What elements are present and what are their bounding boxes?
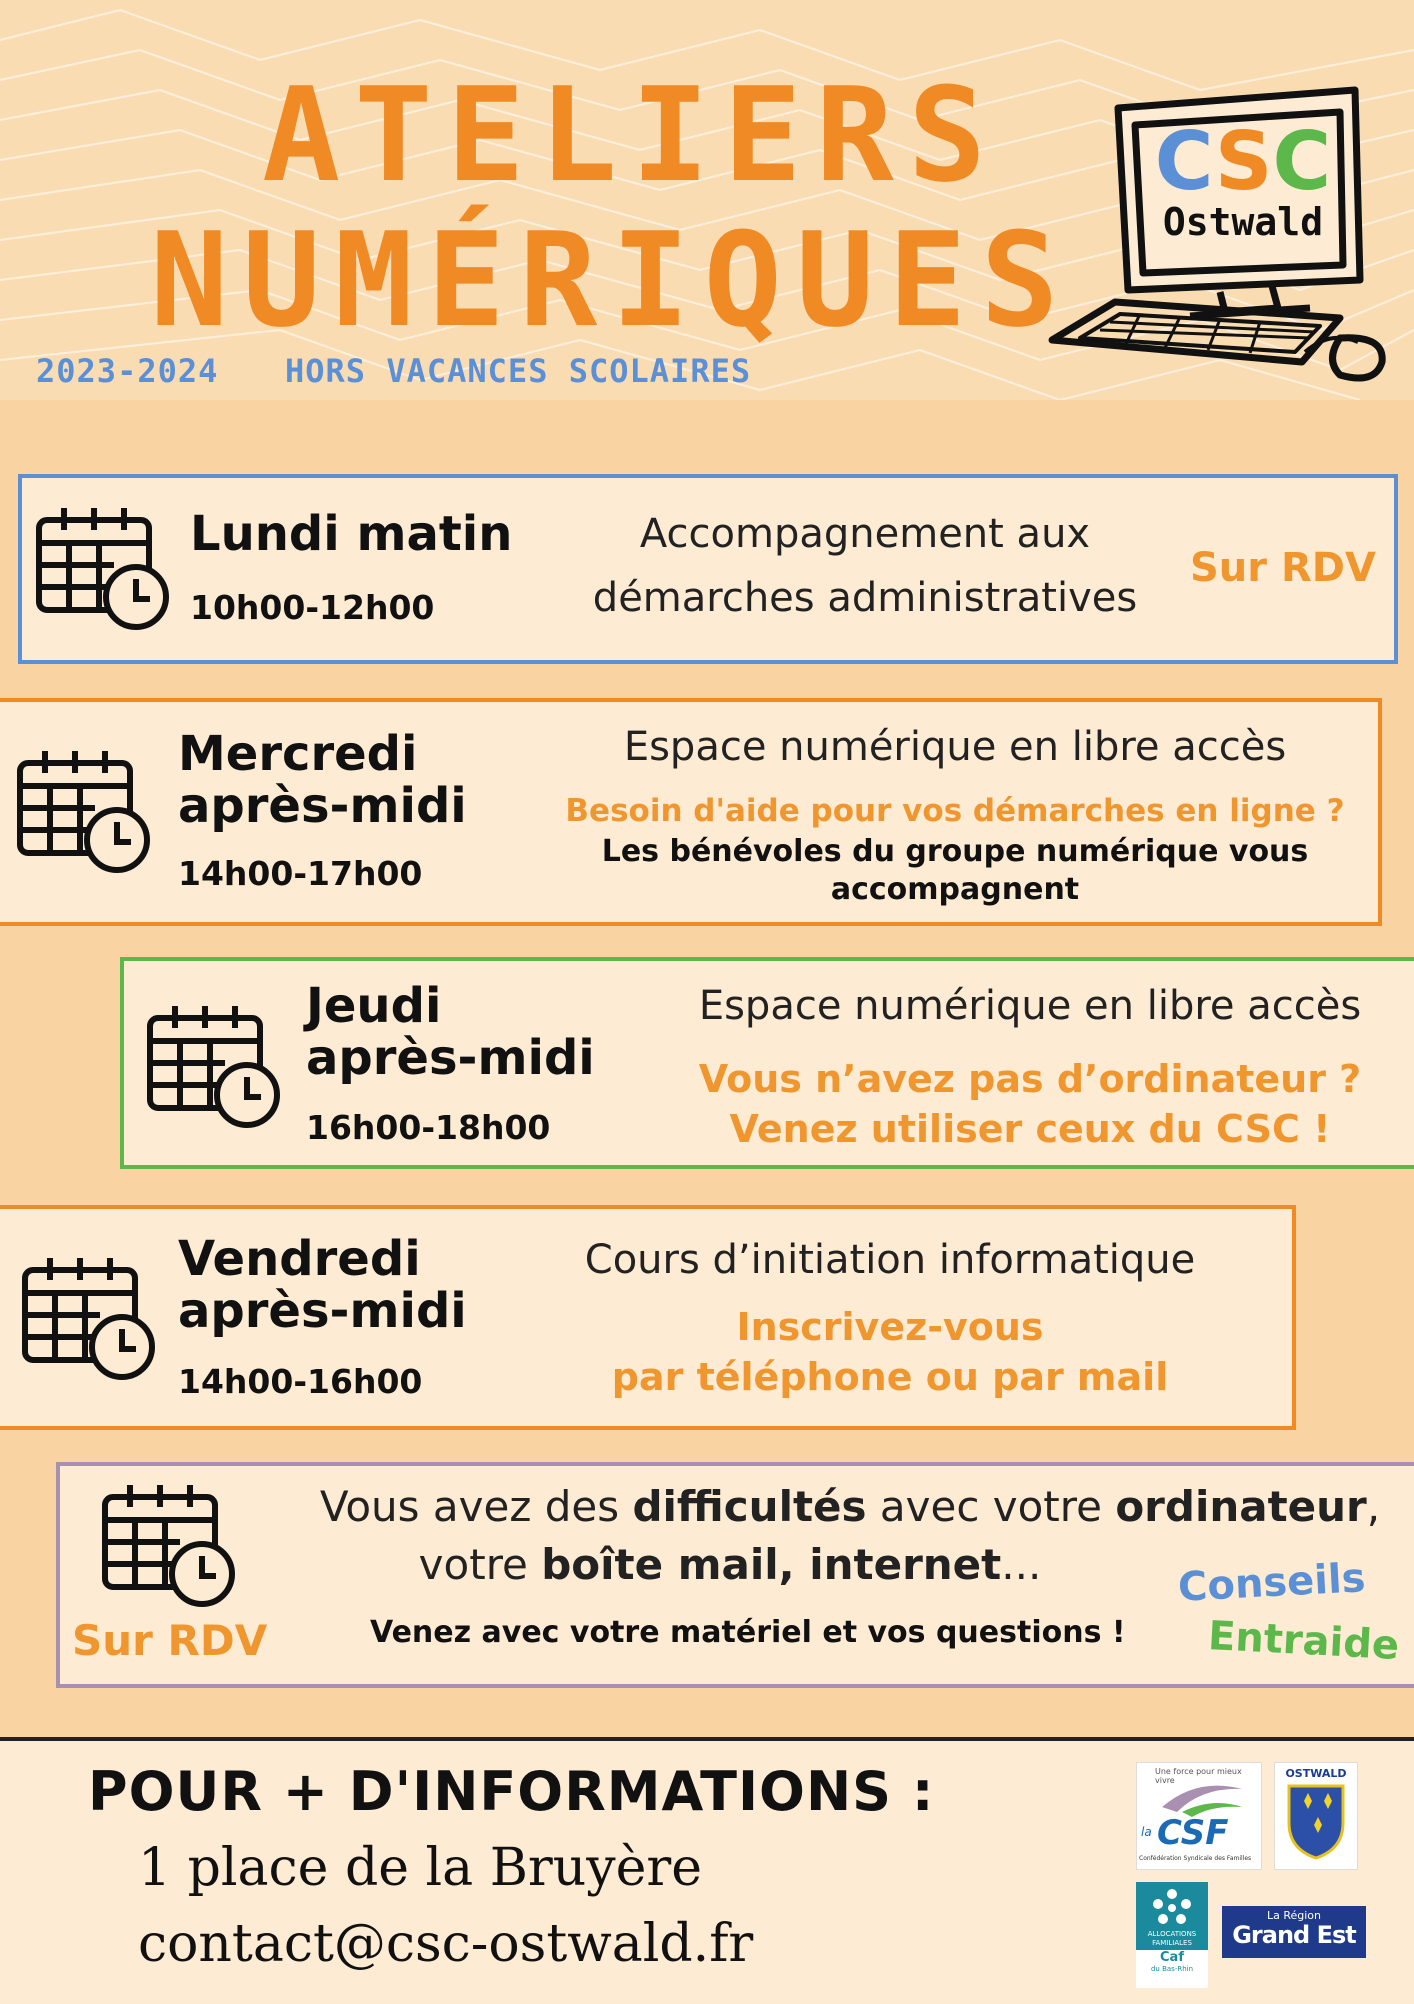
- day-label: Jeudi après-midi: [306, 978, 595, 1086]
- session-detail: Les bénévoles du groupe numérique vous accompagnent: [601, 834, 1309, 907]
- session-description: Accompagnement aux démarches administratives: [592, 511, 1138, 621]
- csf-swoosh-icon: [1157, 1777, 1247, 1817]
- info-title: POUR + D'INFORMATIONS :: [88, 1760, 935, 1823]
- hours-label: 10h00-12h00: [190, 588, 435, 627]
- ostwald-coat-of-arms: OSTWALD: [1274, 1762, 1358, 1870]
- session-highlight: Inscrivez-vous par téléphone ou par mail: [611, 1305, 1169, 1399]
- caf-emblem-icon: [1150, 1886, 1194, 1926]
- region-grand-est-logo: La Région Grand Est: [1222, 1906, 1366, 1958]
- calendar-clock-icon: [100, 1482, 240, 1612]
- calendar-clock-icon: [20, 1255, 160, 1385]
- csc-ostwald-logo: [1040, 80, 1400, 390]
- appointment-note: Sur RDV: [72, 1616, 268, 1665]
- tag-conseils: Conseils: [1176, 1555, 1367, 1611]
- hours-label: 16h00-18h00: [306, 1108, 551, 1147]
- session-description: Espace numérique en libre accès: [698, 983, 1362, 1029]
- hours-label: 14h00-16h00: [178, 1362, 423, 1401]
- appointment-note: Sur RDV: [1190, 545, 1376, 591]
- logo-ostwald-text: Ostwald: [1162, 200, 1324, 244]
- caf-logo: ALLOCATIONS FAMILIALES Caf du Bas-Rhin: [1136, 1882, 1208, 1988]
- bring-equipment-note: Venez avec votre matériel et vos questions !: [370, 1615, 1126, 1650]
- help-question: Vous avez des difficultés avec votre ordinateur, votre boîte mail, internet...: [319, 1482, 1381, 1589]
- shield-icon: [1286, 1783, 1346, 1861]
- calendar-clock-icon: [145, 1003, 285, 1133]
- day-label: Mercredi après-midi: [178, 726, 467, 834]
- school-year: 2023-2024: [36, 352, 219, 390]
- email-link[interactable]: contact@csc-ostwald.fr: [138, 1914, 754, 1974]
- hours-label: 14h00-17h00: [178, 854, 423, 893]
- tag-entraide: Entraide: [1206, 1613, 1401, 1669]
- day-label: Lundi matin: [190, 506, 513, 562]
- title-line-2: NUMÉRIQUES: [150, 204, 1073, 356]
- day-label: Vendredi après-midi: [178, 1231, 467, 1339]
- session-description: Espace numérique en libre accès: [623, 724, 1287, 770]
- session-description: Cours d’initiation informatique: [584, 1237, 1196, 1283]
- calendar-clock-icon: [15, 748, 155, 878]
- address: 1 place de la Bruyère: [138, 1838, 703, 1898]
- csf-logo: Une force pour mieux vivre la CSF Confédération Syndicale des Familles: [1136, 1762, 1262, 1870]
- title-line-1: ATELIERS: [262, 59, 1001, 211]
- logo-csc-text: CSC: [1154, 115, 1332, 208]
- session-highlight: Besoin d'aide pour vos démarches en ligne ?: [565, 793, 1345, 829]
- period-note: HORS VACANCES SCOLAIRES: [285, 352, 752, 390]
- session-highlight: Vous n’avez pas d’ordinateur ? Venez utiliser ceux du CSC !: [698, 1057, 1362, 1151]
- calendar-clock-icon: [34, 505, 174, 635]
